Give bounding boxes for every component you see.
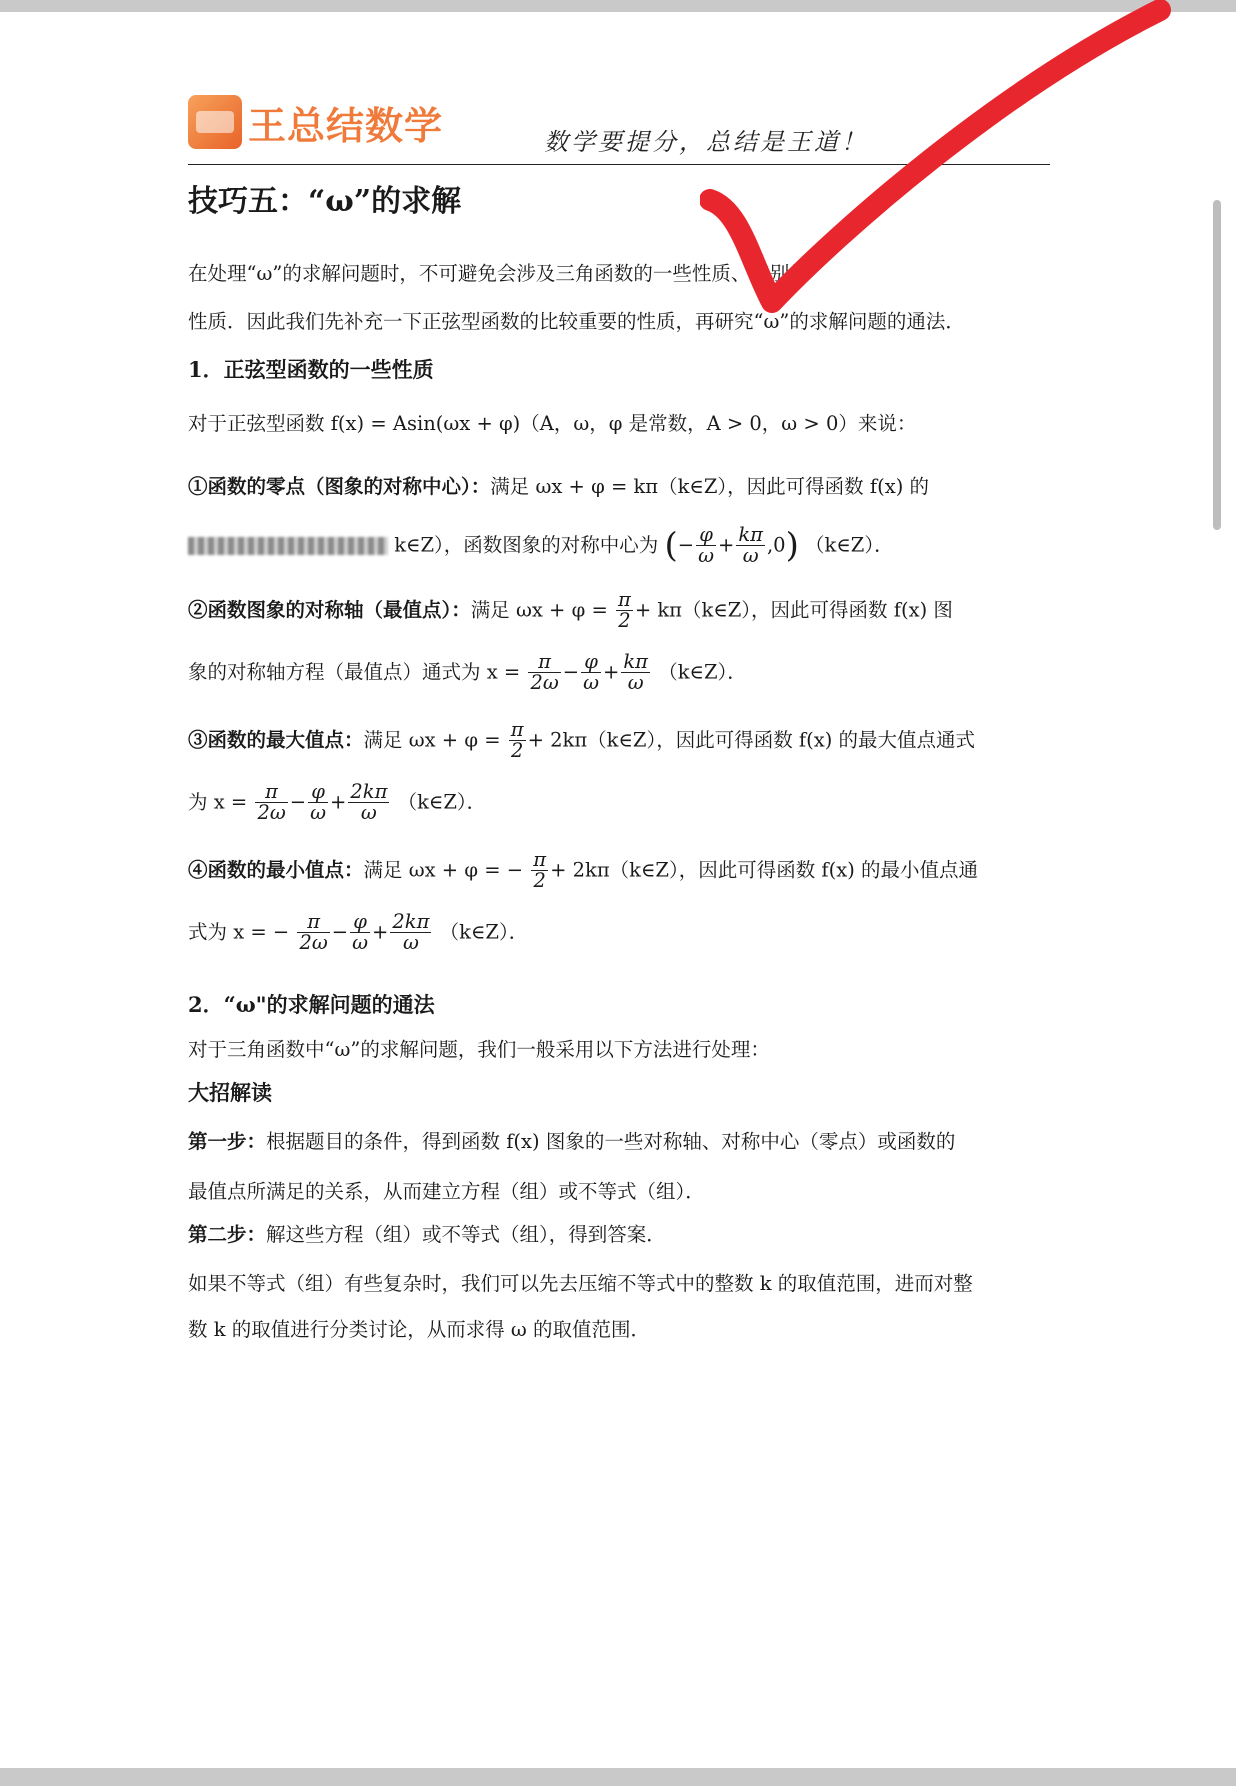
- note-line-1: 如果不等式（组）有些复杂时，我们可以先去压缩不等式中的整数 k 的取值范围，进而对整: [188, 1272, 973, 1295]
- property-4-line-2-text: 式为 x = −: [188, 920, 290, 944]
- property-2-tail: + kπ（k∈Z），因此可得函数 f(x) 图: [634, 598, 953, 622]
- property-4-line-2: 式为 x = − $\frac{\pi}{2\omega}$ − $\frac{\varphi}{\omega}$ + $\frac{2k\pi}{\omega}$ （k∈Z）．: [188, 910, 529, 955]
- section-2-lead: 对于三角函数中“ω”的求解问题，我们一般采用以下方法进行处理：: [188, 1038, 770, 1061]
- property-4: [188, 850, 978, 892]
- property-2-line-2: 象的对称轴方程（最值点）通式为 x = $\frac{\pi}{2\omega}$ − $\frac{\varphi}{\omega}$ + $\frac{k\pi}{\omega}$ （k∈Z）．: [188, 650, 747, 695]
- section-1-lead: 对于正弦型函数 f(x) = Asin(ωx + φ)（A，ω，φ 是常数，A > 0，ω > 0）来说：: [188, 412, 917, 435]
- slogan: 数学要提分，总结是王道！: [544, 128, 868, 156]
- intro-line-1: 在处理“ω”的求解问题时，不可避免会涉及三角函数的一些性质、特别是: [188, 262, 809, 285]
- fraction-pi-2: $\frac{\pi}{2}$: [510, 718, 524, 763]
- property-1-line-2: k∈Z），函数图象的对称中心为 (− $\frac{\varphi}{\omega}$ + $\frac{k\pi}{\omega}$ ,0) （k∈Z）．: [188, 525, 894, 567]
- property-4-text: 满足 ωx + φ = −: [363, 858, 524, 882]
- fraction-phi-omega: $\frac{\varphi}{\omega}$: [583, 650, 599, 695]
- property-3-line-2-tail: （k∈Z）．: [397, 790, 487, 814]
- scrollbar-thumb[interactable]: [1213, 200, 1221, 530]
- brand-logo: [188, 92, 443, 152]
- intro-line-2: 性质．因此我们先补充一下正弦型函数的比较重要的性质，再研究“ω”的求解问题的通法．: [188, 310, 965, 333]
- property-3: [188, 720, 975, 762]
- property-1-text: 满足 ωx + φ = kπ（k∈Z），因此可得函数 f(x) 的: [490, 475, 929, 498]
- property-1-line-2-text: k∈Z），函数图象的对称中心为: [394, 533, 659, 557]
- step-1-line-2: 最值点所满足的关系，从而建立方程（组）或不等式（组）．: [188, 1180, 705, 1203]
- step-2: [188, 1223, 666, 1246]
- note-line-2: 数 k 的取值进行分类讨论，从而求得 ω 的取值范围．: [188, 1318, 651, 1341]
- zero-coordinate: ,0: [766, 533, 786, 557]
- fraction-2kpi-omega: $\frac{2k\pi}{\omega}$: [350, 780, 388, 825]
- logo-mark-icon: [188, 95, 242, 149]
- step-1-text: 根据题目的条件，得到函数 f(x) 图象的一些对称轴、对称中心（零点）或函数的: [266, 1130, 956, 1153]
- plus-sign: +: [717, 533, 735, 557]
- property-2-text: 满足 ωx + φ =: [470, 598, 608, 622]
- fraction-pi-2: $\frac{\pi}{2}$: [533, 848, 547, 893]
- fraction-phi-omega: $\frac{\varphi}{\omega}$: [352, 910, 369, 955]
- fraction-2kpi-omega: $\frac{2k\pi}{\omega}$: [392, 910, 430, 955]
- section-2-heading: 2．“ω"的求解问题的通法: [188, 992, 435, 1017]
- top-border: [0, 0, 1236, 12]
- property-1: [188, 475, 929, 498]
- section-1-heading: 1．正弦型函数的一些性质: [188, 357, 434, 382]
- step-1: [188, 1130, 955, 1153]
- fraction-pi-2omega: $\frac{\pi}{2\omega}$: [530, 650, 559, 695]
- vertical-scrollbar[interactable]: [1210, 200, 1224, 530]
- document-header: [188, 88, 1050, 165]
- property-3-label: ③函数的最大值点：: [188, 728, 364, 752]
- property-2-line-2-text: 象的对称轴方程（最值点）通式为 x =: [188, 660, 521, 684]
- fraction-pi-2omega: $\frac{\pi}{2\omega}$: [257, 780, 286, 825]
- step-2-label: 第二步：: [188, 1223, 267, 1246]
- step-2-text: 解这些方程（组）或不等式（组），得到答案．: [266, 1223, 666, 1246]
- blurred-text: [188, 537, 388, 555]
- fraction-kpi-omega: $\frac{k\pi}{\omega}$: [738, 523, 763, 568]
- property-4-line-2-tail: （k∈Z）．: [439, 920, 529, 944]
- step-1-label: 第一步：: [188, 1130, 267, 1153]
- method-heading: 大招解读: [188, 1080, 272, 1105]
- property-3-line-2: 为 x = $\frac{\pi}{2\omega}$ − $\frac{\varphi}{\omega}$ + $\frac{2k\pi}{\omega}$ （k∈Z）．: [188, 780, 487, 825]
- property-3-line-2-text: 为 x =: [188, 790, 248, 814]
- fraction-pi-2omega: $\frac{\pi}{2\omega}$: [299, 910, 328, 955]
- property-2-label: ②函数图象的对称轴（最值点）：: [188, 598, 471, 622]
- minus-sign: −: [677, 533, 695, 557]
- property-3-text: 满足 ωx + φ =: [363, 728, 501, 752]
- logo-text: 王总结数学: [248, 103, 444, 148]
- property-1-tail: （k∈Z）．: [805, 533, 894, 557]
- property-1-label: ①函数的零点（图象的对称中心）：: [188, 475, 491, 498]
- bottom-border: [0, 1768, 1236, 1786]
- property-4-label: ④函数的最小值点：: [188, 858, 364, 882]
- fraction-pi-2: $\frac{\pi}{2}$: [618, 588, 631, 633]
- page-title: 技巧五：“ω”的求解: [188, 184, 462, 219]
- fraction-kpi-omega: $\frac{k\pi}{\omega}$: [623, 650, 648, 695]
- fraction-phi-omega: $\frac{\varphi}{\omega}$: [310, 780, 326, 825]
- property-4-tail: + 2kπ（k∈Z），因此可得函数 f(x) 的最小值点通: [550, 858, 979, 882]
- property-2: [188, 590, 953, 632]
- property-2-line-2-tail: （k∈Z）．: [658, 660, 747, 684]
- fraction-phi-omega: $\frac{\varphi}{\omega}$: [698, 523, 714, 568]
- property-3-tail: + 2kπ（k∈Z），因此可得函数 f(x) 的最大值点通式: [527, 728, 976, 752]
